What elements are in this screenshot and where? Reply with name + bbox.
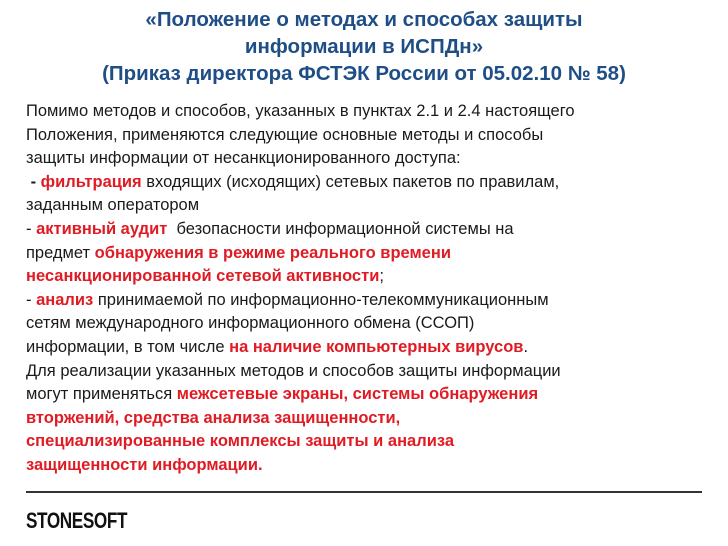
- body-text: могут применяться: [26, 385, 177, 404]
- body-text: принимаемой по информационно-телекоммуникационным: [93, 290, 549, 309]
- highlight-text: вторжений, средства анализа защищенности,: [26, 408, 401, 427]
- body-line: [26, 312, 726, 336]
- highlight-text: межсетевые экраны, системы обнаружения: [176, 385, 539, 404]
- title-line-3: (Приказ директора ФСТЭК России от 05.02.10 № 58): [102, 62, 626, 85]
- list-dash: -: [26, 219, 37, 238]
- title-line-2: информации в ИСПДн»: [244, 35, 484, 58]
- body-line: [26, 454, 726, 478]
- body-line: [26, 407, 726, 431]
- body-text: заданным оператором: [26, 196, 200, 215]
- body-text: безопасности информационной системы на: [167, 219, 514, 238]
- body-line: [26, 100, 726, 124]
- body-line: [26, 194, 726, 218]
- body-text: защиты информации от несанкционированного доступа:: [26, 149, 461, 168]
- highlight-text: анализ: [36, 290, 94, 309]
- highlight-text: активный аудит: [36, 219, 168, 238]
- highlight-text: защищенности информации.: [26, 455, 263, 474]
- list-item-audit: [26, 218, 726, 242]
- list-dash: -: [26, 172, 41, 191]
- highlight-text: специализированные комплексы защиты и анализа: [26, 432, 455, 451]
- highlight-text: фильтрация: [40, 172, 142, 191]
- body-text: сетям международного информационного обмена (ССОП): [26, 314, 475, 333]
- body-text: Положения, применяются следующие основные методы и способы: [26, 125, 544, 144]
- list-item-filtering: [26, 171, 726, 195]
- body-line: [26, 242, 726, 266]
- body-line: [26, 430, 726, 454]
- slide-body: [26, 100, 726, 478]
- body-line: [26, 265, 726, 289]
- body-text: ;: [379, 267, 384, 286]
- body-line: [26, 147, 726, 171]
- highlight-text: обнаружения в режиме реального времени: [94, 243, 451, 262]
- title-line-1: «Положение о методах и способах защиты: [145, 8, 583, 31]
- body-line: [26, 360, 726, 384]
- list-item-analysis: [26, 289, 726, 313]
- highlight-text: на наличие компьютерных вирусов: [229, 337, 524, 356]
- slide-title: [0, 6, 728, 87]
- highlight-text: несанкционированной сетевой активности: [26, 267, 380, 286]
- stonesoft-logo: STONESOFT: [26, 508, 128, 533]
- body-text: информации, в том числе: [26, 337, 230, 356]
- list-dash: -: [26, 290, 37, 309]
- body-text: предмет: [26, 243, 95, 262]
- body-text: Помимо методов и способов, указанных в пунктах 2.1 и 2.4 настоящего: [26, 102, 575, 120]
- body-text: Для реализации указанных методов и способов защиты информации: [26, 361, 561, 380]
- body-line: [26, 383, 726, 407]
- footer-divider: [26, 491, 702, 493]
- body-line: [26, 124, 726, 148]
- body-text: .: [523, 337, 529, 356]
- body-text: входящих (исходящих) сетевых пакетов по правилам,: [141, 172, 560, 191]
- body-line: [26, 336, 726, 360]
